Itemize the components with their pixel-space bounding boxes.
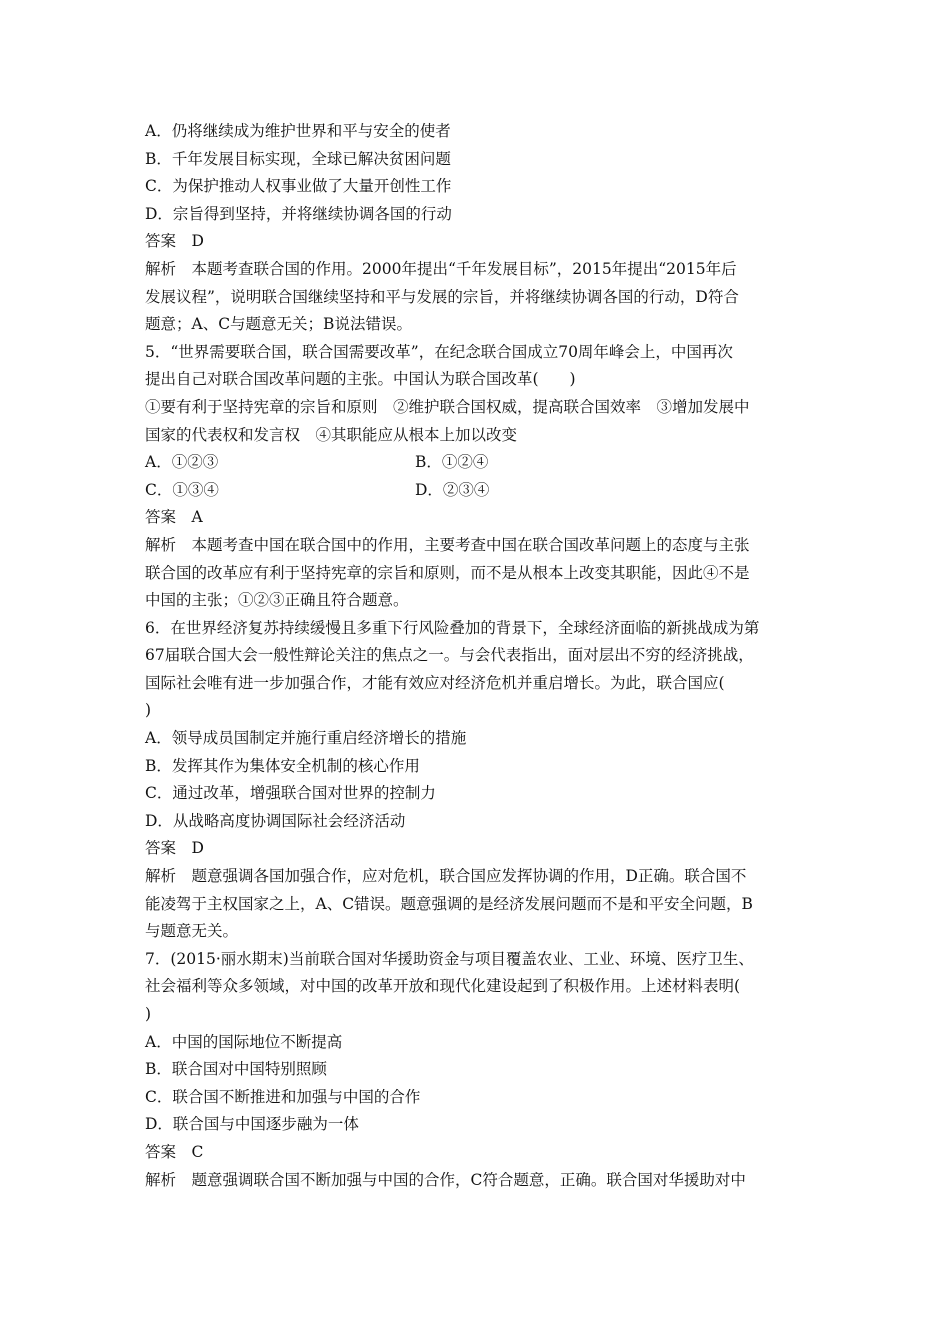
statement-line: 国家的代表权和发言权 ④其职能应从根本上加以改变 <box>145 425 518 444</box>
option-line: C．联合国不断推进和加强与中国的合作 <box>145 1087 421 1106</box>
answer-line: 答案 D <box>145 839 204 858</box>
question-line: 67届联合国大会一般性辩论关注的焦点之一。与会代表指出，面对层出不穷的经济挑战， <box>145 646 754 665</box>
analysis-line: 题意；A、C与题意无关；B说法错误。 <box>145 315 412 334</box>
analysis-line: 联合国的改革应有利于坚持宪章的宗旨和原则，而不是从根本上改变其职能，因此④不是 <box>145 563 750 582</box>
option-line: D．从战略高度协调国际社会经济活动 <box>145 811 406 830</box>
option-b: B．①②④ <box>415 453 489 472</box>
analysis-line: 与题意无关。 <box>145 922 239 941</box>
question-line: 社会福利等众多领域，对中国的改革开放和现代化建设起到了积极作用。上述材料表明( <box>145 977 741 996</box>
text-line: D．宗旨得到坚持，并将继续协调各国的行动 <box>145 204 452 223</box>
options-row <box>145 449 815 477</box>
analysis-line: 解析 本题考查中国在联合国中的作用，主要考查中国在联合国改革问题上的态度与主张 <box>145 535 750 554</box>
question-line: 5．“世界需要联合国，联合国需要改革”，在纪念联合国成立70周年峰会上，中国再次 <box>145 342 733 361</box>
question-line: 7．(2015·丽水期末)当前联合国对华援助资金与项目覆盖农业、工业、环境、医疗卫生、 <box>145 949 754 968</box>
option-line: B．联合国对中国特别照顾 <box>145 1060 327 1079</box>
option-d: D．②③④ <box>415 480 490 499</box>
question-line: ) <box>145 701 152 720</box>
option-line: A．中国的国际地位不断提高 <box>145 1032 343 1051</box>
analysis-line: 解析 本题考查联合国的作用。2000年提出“千年发展目标”，2015年提出“2015年后 <box>145 259 737 278</box>
option-c: C．①③④ <box>145 480 219 499</box>
statement-line: ①要有利于坚持宪章的宗旨和原则 ②维护联合国权威，提高联合国效率 ③增加发展中 <box>145 397 750 416</box>
text-line: C．为保护推动人权事业做了大量开创性工作 <box>145 177 452 196</box>
answer-line: 答案 C <box>145 1142 204 1161</box>
text-line: A．仍将继续成为维护世界和平与安全的使者 <box>145 122 451 140</box>
answer-line: 答案 D <box>145 232 204 251</box>
question-line: 6．在世界经济复苏持续缓慢且多重下行风险叠加的背景下，全球经济面临的新挑战成为第 <box>145 618 760 637</box>
text-line: B．千年发展目标实现，全球已解决贫困问题 <box>145 149 451 168</box>
analysis-line: 解析 题意强调各国加强合作，应对危机，联合国应发挥协调的作用，D正确。联合国不 <box>145 867 747 886</box>
options-row <box>145 477 815 505</box>
analysis-line: 中国的主张；①②③正确且符合题意。 <box>145 591 409 610</box>
question-line: 提出自己对联合国改革问题的主张。中国认为联合国改革( ) <box>145 370 576 389</box>
option-line: B．发挥其作为集体安全机制的核心作用 <box>145 756 420 775</box>
answer-line: 答案 A <box>145 508 203 527</box>
analysis-line: 解析 题意强调联合国不断加强与中国的合作，C符合题意，正确。联合国对华援助对中 <box>145 1170 746 1189</box>
document-page <box>145 118 815 1194</box>
analysis-line: 发展议程”，说明联合国继续坚持和平与发展的宗旨，并将继续协调各国的行动，D符合 <box>145 287 739 306</box>
question-line: 国际社会唯有进一步加强合作，才能有效应对经济危机并重启增长。为此，联合国应( <box>145 673 725 692</box>
analysis-line: 能凌驾于主权国家之上，A、C错误。题意强调的是经济发展问题而不是和平安全问题，B <box>145 894 753 913</box>
option-line: A．领导成员国制定并施行重启经济增长的措施 <box>145 729 467 748</box>
option-a: A．①②③ <box>145 453 219 472</box>
option-line: C．通过改革，增强联合国对世界的控制力 <box>145 784 436 803</box>
question-line: ) <box>145 1005 152 1023</box>
option-line: D．联合国与中国逐步融为一体 <box>145 1115 359 1134</box>
